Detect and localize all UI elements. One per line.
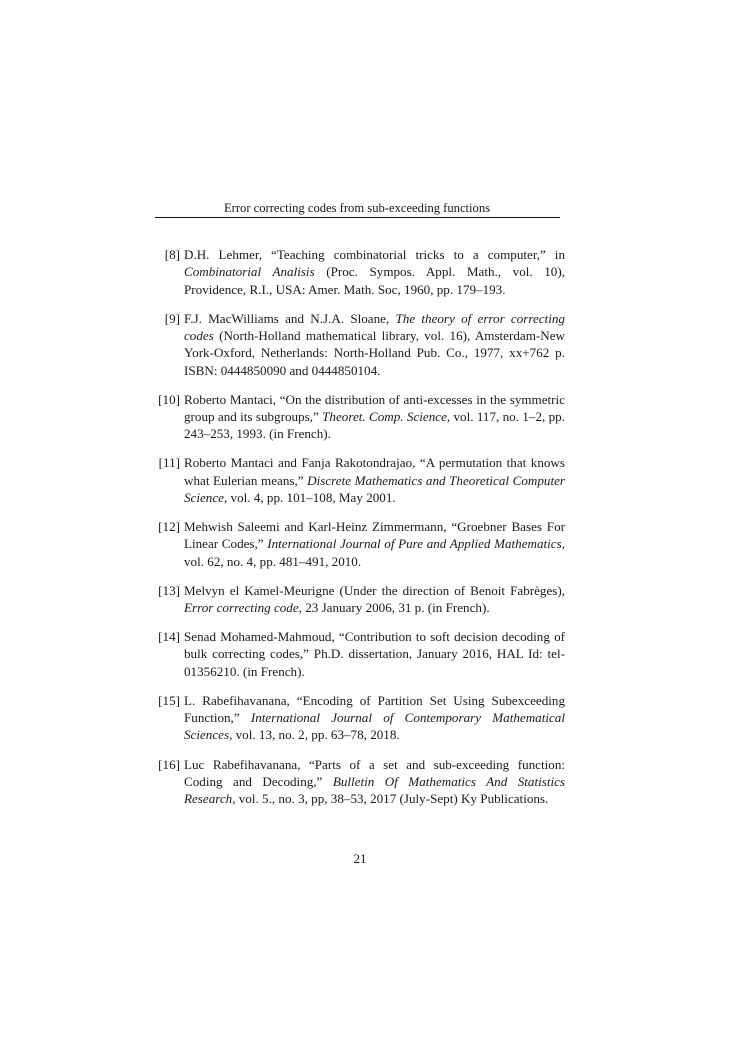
reference-text: Roberto Mantaci, “On the distribution of anti-excesses in the symmetric group and its subgroups,” Theoret. Comp. Science, vol. 117, no. 1–2, pp. 243–253, 1993. (in French).: [184, 391, 565, 442]
reference-item: [155, 756, 565, 808]
reference-item: [155, 246, 565, 298]
reference-item: [155, 518, 565, 570]
reference-number: [10]: [158, 391, 180, 407]
reference-number: [8]: [164, 247, 180, 262]
reference-number: [15]: [158, 692, 180, 708]
page-number: 21: [353, 851, 367, 866]
reference-text: Roberto Mantaci and Fanja Rakotondrajao, “A permutation that knows what Eulerian means,” Discrete Mathematics and Theoretical Computer Science, vol. 4, pp. 101–108, May 2001.: [184, 455, 565, 505]
reference-number: [13]: [158, 582, 180, 598]
reference-text: Senad Mohamed-Mahmoud, “Contribution to soft decision decoding of bulk correcting codes,” Ph.D. dissertation, January 2016, HAL Id: tel-01356210. (in French).: [184, 629, 565, 679]
reference-item: [155, 310, 565, 379]
reference-list: [155, 246, 565, 819]
reference-item: [155, 582, 565, 617]
reference-item: [155, 692, 565, 744]
reference-number: [9]: [164, 310, 180, 326]
reference-text: Luc Rabefihavanana, “Parts of a set and sub-exceeding function: Coding and Decoding,” Bulletin Of Mathematics And Statistics Research, vol. 5., no. 3, pp, 38–53, 2017 (July-Sept) Ky Publications.: [184, 756, 566, 807]
reference-text: L. Rabefihavanana, “Encoding of Partition Set Using Subexceeding Function,” International Journal of Contemporary Mathematical Sciences, vol. 13, no. 2, pp. 63–78, 2018.: [184, 692, 565, 743]
reference-text: Melvyn el Kamel-Meurigne (Under the direction of Benoit Fabrèges), Error correcting code, 23 January 2006, 31 p. (in French).: [184, 582, 565, 616]
running-header: Error correcting codes from sub-exceeding functions: [223, 201, 491, 215]
header-rule: [155, 217, 560, 218]
reference-number: [11]: [158, 455, 180, 471]
reference-number: [12]: [158, 519, 180, 535]
reference-number: [14]: [158, 629, 180, 645]
reference-item: [155, 628, 565, 680]
reference-text: D.H. Lehmer, “Teaching combinatorial tricks to a computer,” in Combinatorial Analisis (Proc. Sympos. Appl. Math., vol. 10), Providence, R.I., USA: Amer. Math. Soc, 1960, pp. 179–193.: [184, 247, 565, 297]
reference-item: [155, 454, 565, 506]
reference-number: [16]: [158, 756, 180, 772]
reference-text: Mehwish Saleemi and Karl-Heinz Zimmermann, “Groebner Bases For Linear Codes,” International Journal of Pure and Applied Mathematics, vol. 62, no. 4, pp. 481–491, 2010.: [184, 519, 565, 569]
reference-text: F.J. MacWilliams and N.J.A. Sloane, The theory of error correcting codes (North-Holland mathematical library, vol. 16), Amsterdam-New York-Oxford, Netherlands: North-Holland Pub. Co., 1977, xx+762 p. ISBN: 0444850090 and 0444850104.: [184, 310, 565, 378]
reference-item: [155, 391, 565, 443]
